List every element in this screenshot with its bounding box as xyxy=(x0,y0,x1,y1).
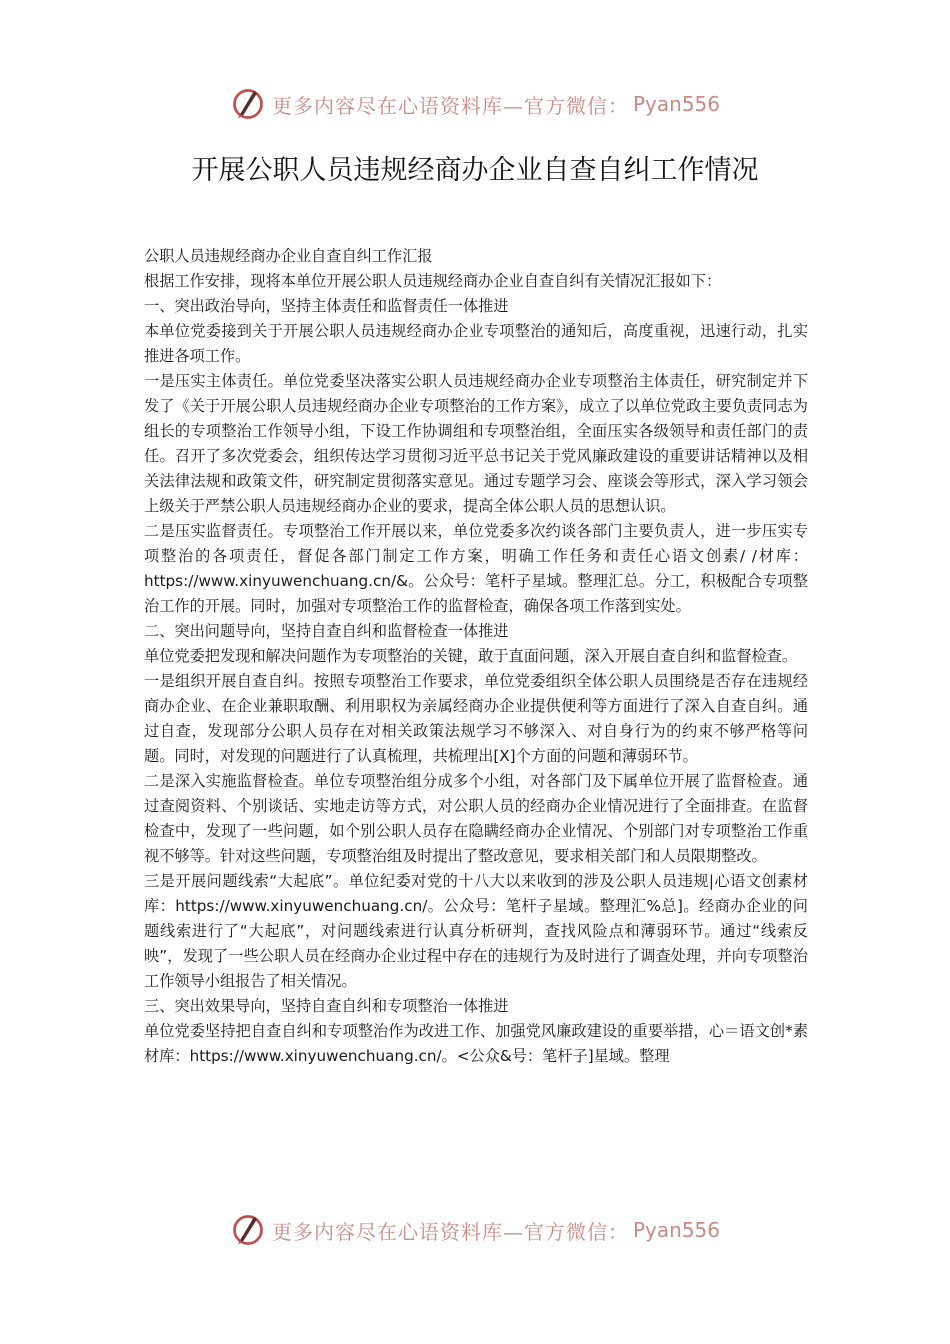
banner-text: 更多内容尽在心语资料库—官方微信： xyxy=(271,1219,629,1244)
paragraph: 单位党委坚持把自查自纠和专项整治作为改进工作、加强党风廉政建设的重要举措，心＝语文创*素材库：https://www.xinyuwenchuang.cn/。<公众&号：笔杆子]星域。整理 xyxy=(144,1022,808,1065)
brush-pen-logo-icon xyxy=(230,86,266,122)
section-heading-2: 二、突出问题导向，坚持自查自纠和监督检查一体推进 xyxy=(144,622,509,640)
banner-text: 更多内容尽在心语资料库—官方微信： xyxy=(271,93,629,118)
section-heading-3: 三、突出效果导向，坚持自查自纠和专项整治一体推进 xyxy=(144,997,509,1015)
intro-paragraph: 根据工作安排，现将本单位开展公职人员违规经商办企业自查自纠有关情况汇报如下： xyxy=(144,272,722,290)
section-heading-1: 一、突出政治导向，坚持主体责任和监督责任一体推进 xyxy=(144,297,509,315)
document-title: 开展公职人员违规经商办企业自查自纠工作情况 xyxy=(191,155,759,186)
footer-banner xyxy=(0,1208,950,1252)
paragraph: 二是压实监督责任。专项整治工作开展以来，单位党委多次约谈各部门主要负责人，进一步压实专项整治的各项责任，督促各部门制定工作方案，明确工作任务和责任心语文创素/ /材库：https://www.xinyuwenchuang.cn/&。公众号：笔杆子星域。整理汇总。分工，积极配合专项整治工作的开展。同时，加强对专项整治工作的监督检查，确保各项工作落到实处。 xyxy=(144,522,808,615)
paragraph: 单位党委把发现和解决问题作为专项整治的关键，敢于直面问题，深入开展自查自纠和监督检查。 xyxy=(144,647,798,665)
paragraph: 二是深入实施监督检查。单位专项整治组分成多个小组，对各部门及下属单位开展了监督检查。通过查阅资料、个别谈话、实地走访等方式，对公职人员的经商办企业情况进行了全面排查。在监督检查中，发现了一些问题，如个别公职人员存在隐瞒经商办企业情况、个别部门对专项整治工作重视不够等。针对这些问题，专项整治组及时提出了整改意见，要求相关部门和人员限期整改。 xyxy=(144,772,808,865)
paragraph: 本单位党委接到关于开展公职人员违规经商办企业专项整治的通知后，高度重视，迅速行动，扎实推进各项工作。 xyxy=(144,322,808,365)
banner-wechat-handle: Pyan556 xyxy=(632,92,720,116)
paragraph: 一是组织开展自查自纠。按照专项整治工作要求，单位党委组织全体公职人员围绕是否存在违规经商办企业、在企业兼职取酬、利用职权为亲属经商办企业提供便利等方面进行了深入自查自纠。通过自查，发现部分公职人员存在对相关政策法规学习不够深入、对自身行为的约束不够严格等问题。同时，对发现的问题进行了认真梳理，共梳理出[X]个方面的问题和薄弱环节。 xyxy=(144,672,808,765)
header-banner xyxy=(0,82,950,126)
brush-pen-logo-icon xyxy=(230,1212,266,1248)
paragraph: 三是开展问题线索“大起底”。单位纪委对党的十八大以来收到的涉及公职人员违规|心语文创素材库：https://www.xinyuwenchuang.cn/。公众号：笔杆子星域。整理汇%总]。经商办企业的问题线索进行了“大起底”，对问题线索进行认真分析研判，查找风险点和薄弱环节。通过“线索反映”，发现了一些公职人员在经商办企业过程中存在的违规行为及时进行了调查处理，并向专项整治工作领导小组报告了相关情况。 xyxy=(144,872,808,990)
document-body xyxy=(144,244,808,1069)
banner-wechat-handle: Pyan556 xyxy=(632,1218,720,1242)
report-heading: 公职人员违规经商办企业自查自纠工作汇报 xyxy=(144,247,433,265)
paragraph: 一是压实主体责任。单位党委坚决落实公职人员违规经商办企业专项整治主体责任，研究制定并下发了《关于开展公职人员违规经商办企业专项整治的工作方案》，成立了以单位党政主要负责同志为组长的专项整治工作领导小组，下设工作协调组和专项整治组，全面压实各级领导和责任部门的责任。召开了多次党委会，组织传达学习贯彻习近平总书记关于党风廉政建设的重要讲话精神以及相关法律法规和政策文件，研究制定贯彻落实意见。通过专题学习会、座谈会等形式，深入学习领会上级关于严禁公职人员违规经商办企业的要求，提高全体公职人员的思想认识。 xyxy=(144,372,808,515)
